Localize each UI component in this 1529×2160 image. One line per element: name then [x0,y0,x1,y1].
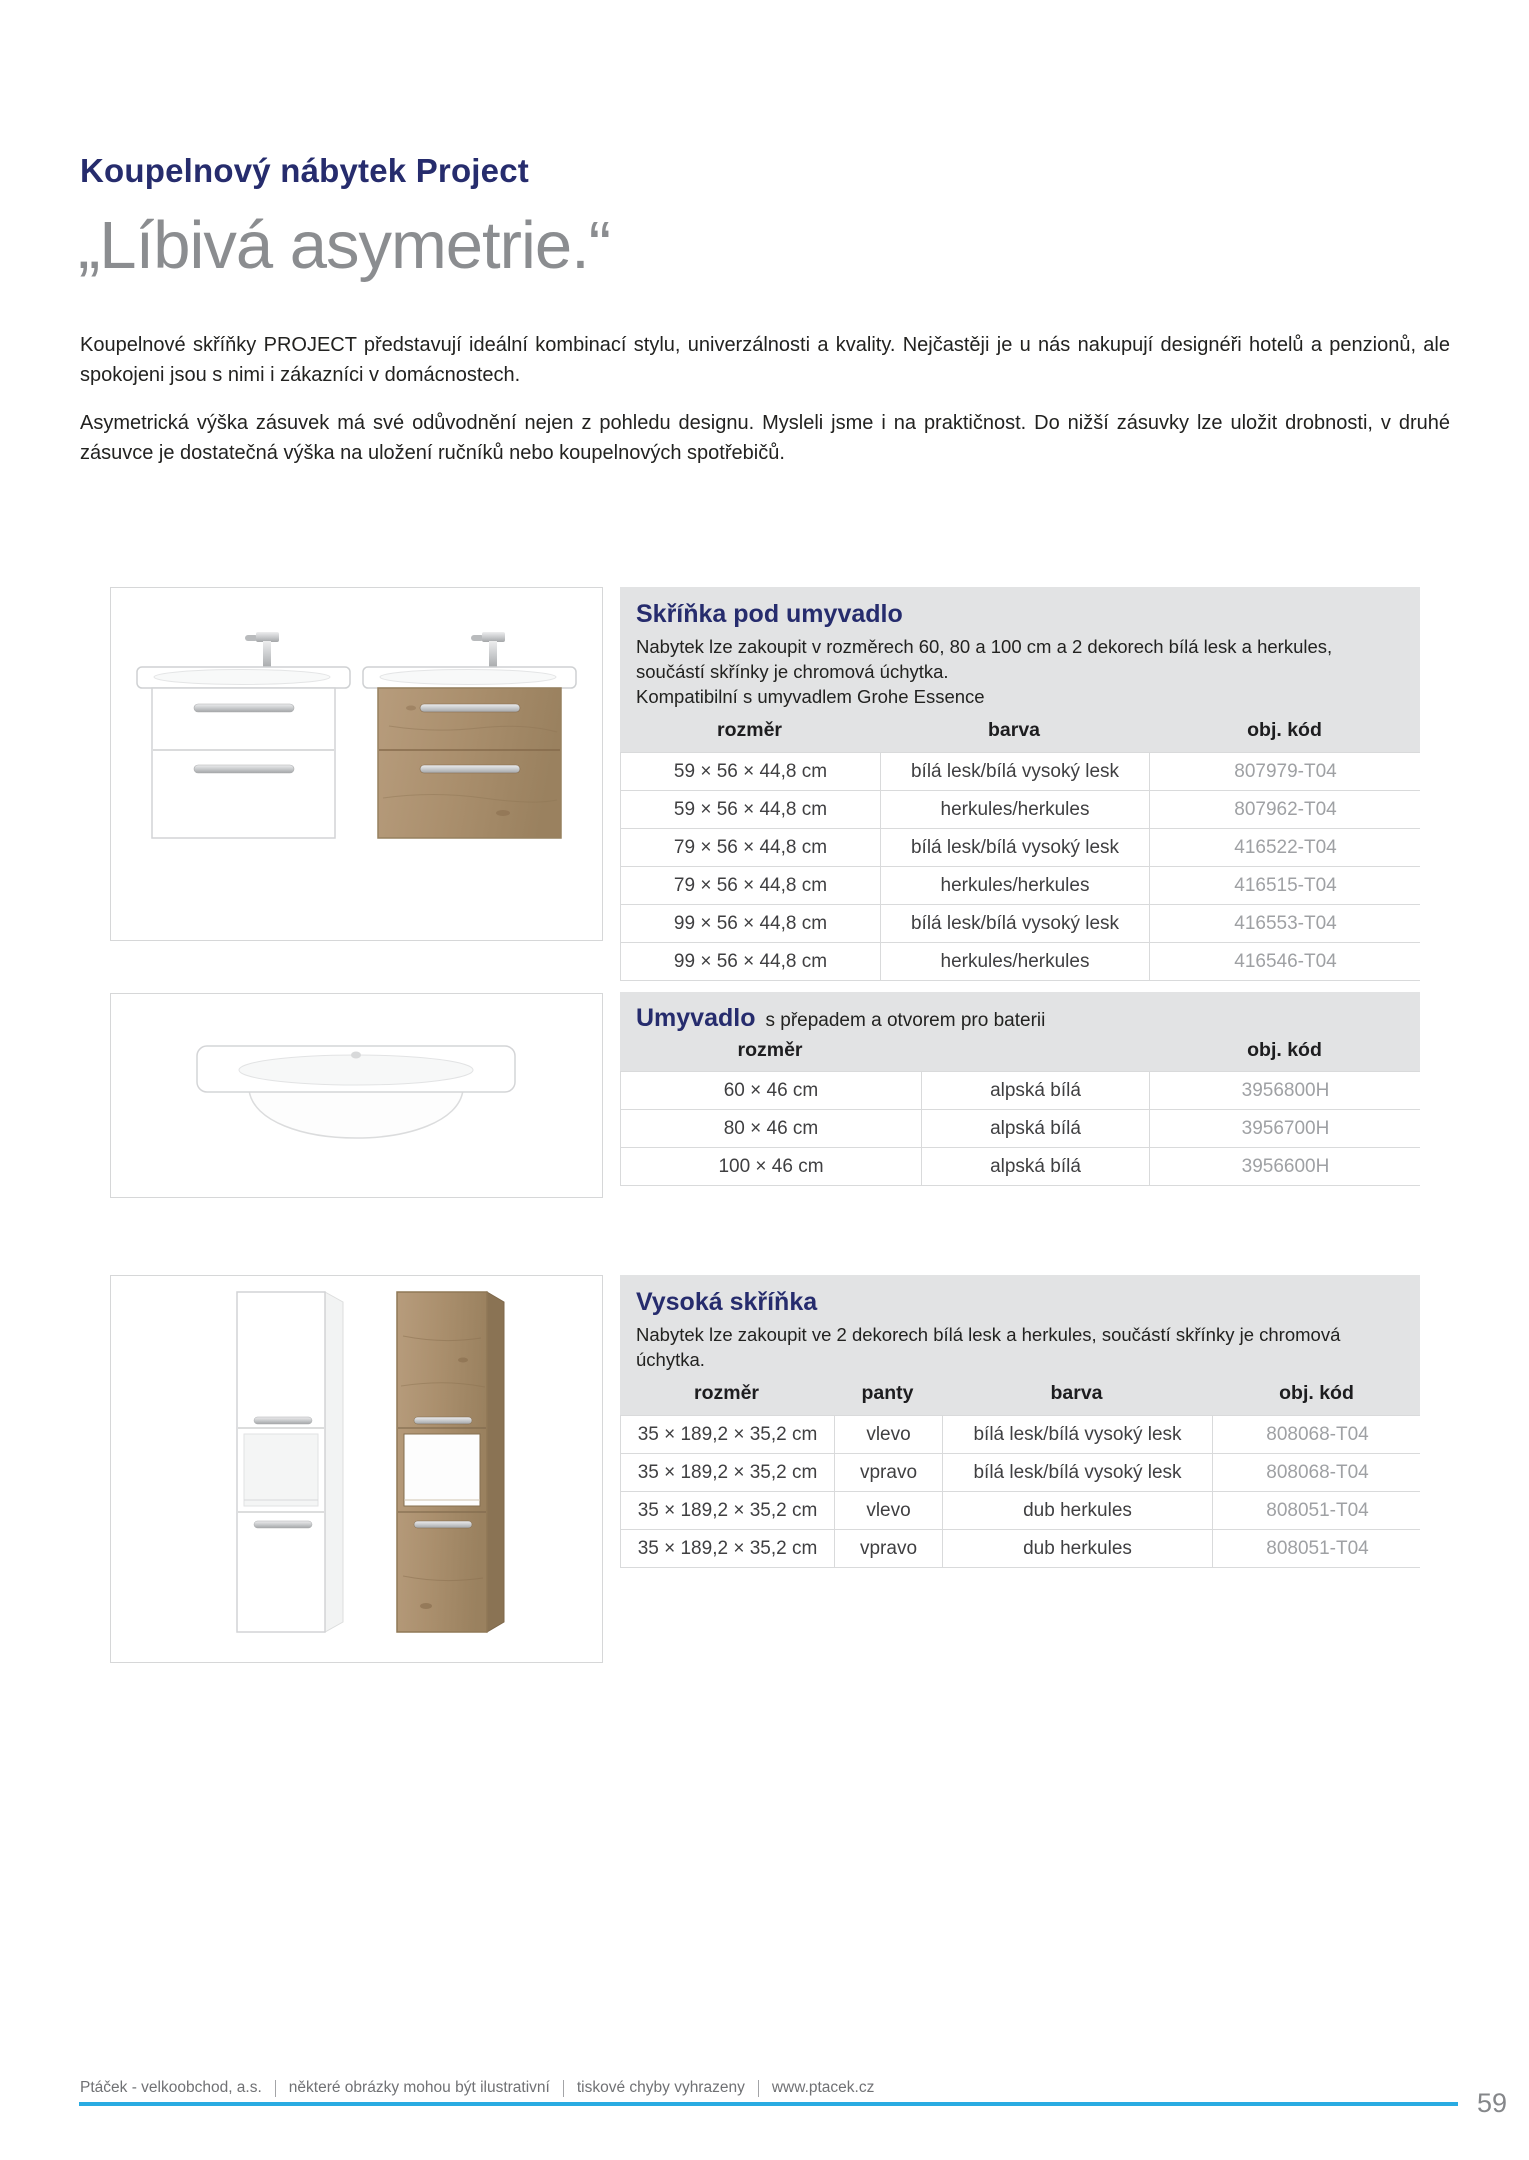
product-table [620,1415,1420,1568]
cell-size: 35 × 189,2 × 35,2 cm [621,1530,834,1567]
white-tall-cabinet [237,1292,343,1632]
cell-hinge: vpravo [835,1454,942,1491]
product-image-tall-cabinets [110,1275,603,1663]
cell-hinge: vpravo [835,1530,942,1567]
cell-code: 416515-T04 [1150,867,1421,904]
column-header-code: obj. kód [1247,719,1322,741]
product-table [620,752,1420,981]
cell-size: 60 × 46 cm [621,1072,921,1109]
table-header-band [620,992,1420,1071]
intro-paragraph-1: Koupelnové skříňky PROJECT představují ideální kombinací stylu, univerzálnosti a kvality. Nejčastěji je u nás nakupují designéři hotelů a penzionů, ale spokojeni jsou s nimi i zákazníci v domácnostech. [80,334,1450,386]
footer-note-illustrative: některé obrázky mohou být ilustrativní [288,2079,550,2096]
cell-code: 808068-T04 [1213,1454,1422,1491]
cell-size: 35 × 189,2 × 35,2 cm [621,1492,834,1529]
footer-separator [275,2080,276,2097]
oak-vanity [363,632,576,838]
section-tall-cabinet [620,1275,1420,1568]
cell-color: alpská bílá [922,1110,1149,1147]
product-image-washbasin [110,993,603,1198]
cell-size: 59 × 56 × 44,8 cm [621,791,880,828]
cell-color: bílá lesk/bílá vysoký lesk [881,905,1149,942]
cell-code: 416546-T04 [1150,943,1421,980]
cell-color: dub herkules [943,1492,1212,1529]
section-washbasin [620,992,1420,1186]
footer-separator [758,2080,759,2097]
cell-color: alpská bílá [922,1148,1149,1185]
cell-hinge: vlevo [835,1492,942,1529]
column-header-code: obj. kód [1279,1382,1354,1404]
intro-paragraph-2: Asymetrická výška zásuvek má své odůvodnění nejen z pohledu designu. Mysleli jsme i na praktičnost. Do nižší zásuvky lze uložit drobnosti, v druhé zásuvce je dostatečná výška na uložení ručníků nebo koupelnových spotřebičů. [80,412,1450,464]
cell-color: bílá lesk/bílá vysoký lesk [943,1416,1212,1453]
footer-company: Ptáček - velkoobchod, a.s. [80,2079,262,2096]
footer-note-errors: tiskové chyby vyhrazeny [576,2079,745,2096]
section-title: Skříňka pod umyvadlo [636,600,903,628]
section-description-2: Kompatibilní s umyvadlem Grohe Essence [636,686,985,707]
cell-color: herkules/herkules [881,943,1149,980]
section-vanity-cabinet [620,587,1420,981]
footer-separator [563,2080,564,2097]
cell-hinge: vlevo [835,1416,942,1453]
section-description: Nabytek lze zakoupit v rozměrech 60, 80 a 100 cm a 2 dekorech bílá lesk a herkules, součástí skřínky je chromová úchytka. [636,636,1333,682]
cell-code: 416553-T04 [1150,905,1421,942]
tall-cabinets-illustration [111,1276,602,1662]
column-header-size: rozměr [737,1039,803,1061]
column-headers [620,709,1420,752]
cell-color: alpská bílá [922,1072,1149,1109]
cell-color: bílá lesk/bílá vysoký lesk [881,829,1149,866]
column-header-size: rozměr [693,1382,760,1404]
cell-size: 35 × 189,2 × 35,2 cm [621,1416,834,1453]
section-subtitle: s přepadem a otvorem pro baterii [765,1010,1046,1031]
cell-code: 807962-T04 [1150,791,1421,828]
section-description: Nabytek lze zakoupit ve 2 dekorech bílá lesk a herkules, součástí skřínky je chromová úchytka. [636,1324,1341,1370]
footer [80,2079,874,2097]
column-header-size: rozměr [716,719,783,741]
cell-code: 807979-T04 [1150,753,1421,790]
page-number: 59 [1476,2088,1508,2118]
column-header-code: obj. kód [1247,1039,1322,1061]
footer-website: www.ptacek.cz [771,2079,875,2096]
column-headers [620,1372,1420,1415]
table-header-band [620,587,1420,752]
cell-color: herkules/herkules [881,867,1149,904]
washbasin-illustration [111,994,602,1197]
column-headers [620,1037,1420,1071]
cell-color: dub herkules [943,1530,1212,1567]
cell-size: 79 × 56 × 44,8 cm [621,829,880,866]
page-title: Koupelnový nábytek Project [80,152,529,189]
cell-size: 59 × 56 × 44,8 cm [621,753,880,790]
section-title: Vysoká skříňka [636,1288,818,1316]
cell-color: bílá lesk/bílá vysoký lesk [881,753,1149,790]
cell-color: bílá lesk/bílá vysoký lesk [943,1454,1212,1491]
oak-tall-cabinet [397,1292,504,1632]
cell-size: 79 × 56 × 44,8 cm [621,867,880,904]
cell-code: 416522-T04 [1150,829,1421,866]
cell-code: 3956700H [1150,1110,1421,1147]
vanity-units-illustration [111,588,602,940]
cell-code: 3956600H [1150,1148,1421,1185]
section-title: Umyvadlo [636,1004,756,1032]
cell-size: 35 × 189,2 × 35,2 cm [621,1454,834,1491]
cell-code: 808051-T04 [1213,1492,1422,1529]
table-header-band [620,1275,1420,1415]
headline-quote: „Líbivá asymetrie.“ [78,208,611,283]
column-header-hinge: panty [861,1382,914,1404]
cell-size: 80 × 46 cm [621,1110,921,1147]
column-header-color: barva [987,719,1041,741]
footer-accent-line [79,2102,1458,2106]
column-header-color: barva [1050,1382,1103,1404]
cell-size: 100 × 46 cm [621,1148,921,1185]
cell-code: 808068-T04 [1213,1416,1422,1453]
cell-code: 3956800H [1150,1072,1421,1109]
cell-size: 99 × 56 × 44,8 cm [621,943,880,980]
cell-code: 808051-T04 [1213,1530,1422,1567]
cell-color: herkules/herkules [881,791,1149,828]
product-table [620,1071,1420,1186]
product-image-vanity-units [110,587,603,941]
cell-size: 99 × 56 × 44,8 cm [621,905,880,942]
